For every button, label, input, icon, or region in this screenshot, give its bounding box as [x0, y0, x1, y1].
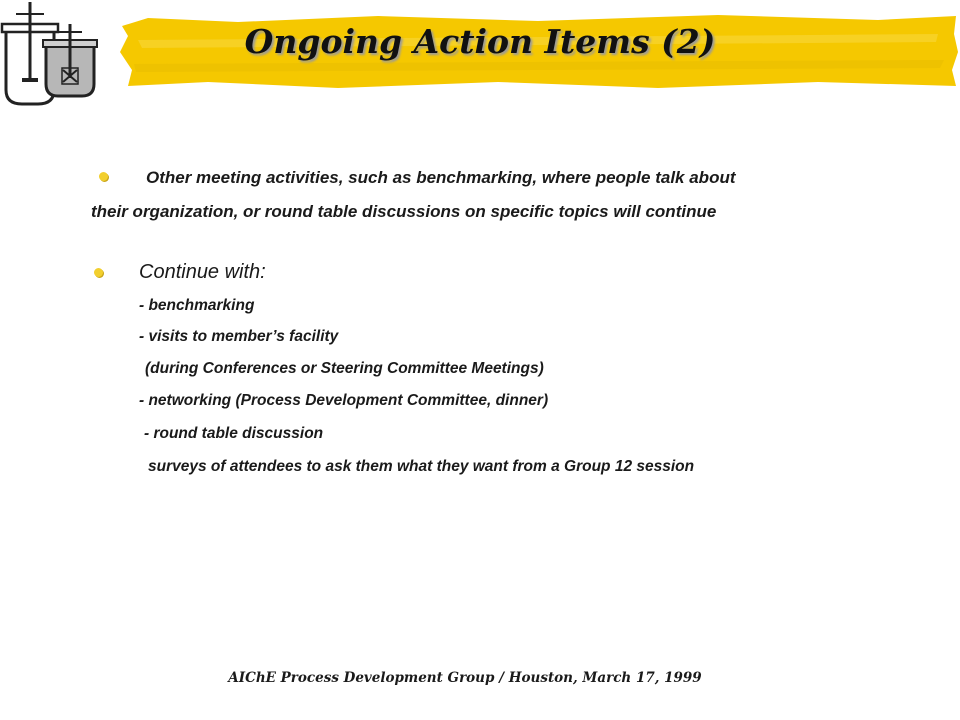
footer-text: AIChE Process Development Group / Houston, March 17, 1999 [228, 670, 702, 686]
bullet-icon [94, 268, 103, 277]
bullet1-line2: their organization, or round table discussions on specific topics will continue [91, 202, 717, 221]
list-item: - benchmarking [139, 297, 255, 314]
list-item: - visits to member’s facility [139, 328, 339, 345]
bullet-icon [99, 172, 108, 181]
continue-with-heading: Continue with: [139, 261, 266, 283]
list-item: (during Conferences or Steering Committee Meetings) [145, 360, 544, 377]
slide-title: Ongoing Action Items (2) [244, 22, 716, 61]
list-item: - round table discussion [144, 425, 324, 442]
list-item: - networking (Process Development Committee, dinner) [139, 392, 549, 409]
bullet1-line1: Other meeting activities, such as benchmarking, where people talk about [146, 168, 736, 187]
list-item: surveys of attendees to ask them what they want from a Group 12 session [148, 458, 695, 475]
